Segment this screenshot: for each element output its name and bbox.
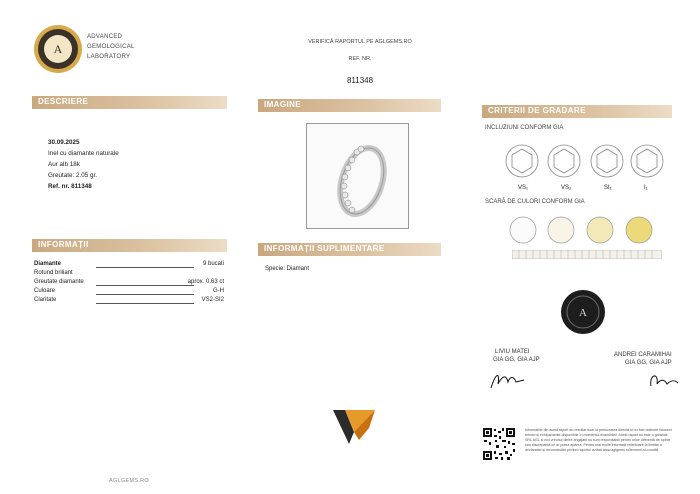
ring-icon — [307, 124, 408, 228]
weight: Greutate: 2.05 gr. — [48, 172, 98, 179]
section-criterii: CRITERII DE GRADARE — [482, 105, 672, 118]
clarity-diamonds — [505, 143, 665, 185]
color-scale-title: SCARĂ DE CULORI CONFORM GIA — [485, 199, 585, 205]
ref-number: 811348 — [346, 76, 374, 85]
section-descriere: DESCRIERE — [32, 96, 227, 109]
section-imagine: IMAGINE — [258, 99, 441, 112]
color-scale-bar — [512, 250, 662, 259]
clarity-diamond-icon — [548, 145, 580, 177]
lab-name-line: LABORATORY — [87, 54, 131, 60]
species: Specie: Diamant — [265, 266, 310, 272]
clarity-grade: VS₁ — [518, 185, 529, 191]
svg-text:A: A — [579, 307, 587, 319]
ref-label: REF. NR. — [348, 56, 372, 62]
lab-name — [87, 32, 135, 62]
lab-seal-icon — [33, 24, 83, 74]
signatory-right-name: ANDREI CARAMIHAI — [614, 352, 672, 358]
description-block — [48, 137, 119, 192]
ring-photo — [306, 123, 409, 229]
clarity-grade: I₁ — [644, 185, 648, 191]
signature-left-icon — [488, 368, 528, 392]
clarity-diamond-icon — [591, 145, 623, 177]
signature-right-icon — [645, 368, 681, 392]
disclaimer-text: Informațiile din acest raport au rezultat doar la prelucrarea directă și nu fost obținute folosind tehnici și echipamente disponibile în momentul examinării. Acest raport nu este o garanție. SRL AGL și nici vreunul dintre angajații nu sunt responsabili pentru orice diferență de opinie sau discrepanță ce ar putea apărea. Pentru mai multe informații referitoare la limitări a declarației și recomandări privind raportul vizitați www.aglgems.ro/termeni-si-conditii. — [525, 428, 672, 452]
info-row: Culoare G-H — [34, 288, 224, 294]
info-row: Greutate diamante aprox. 0.63 ct — [34, 279, 224, 285]
info-row: Diamante 9 bucati — [34, 261, 224, 267]
signatory-right-creds: GIA GG, GIA AJP — [625, 360, 672, 366]
metal: Aur alb 18k — [48, 161, 80, 168]
section-informatii-suplimentare: INFORMAȚII SUPLIMENTARE — [258, 243, 441, 256]
ref-nr: Ref. nr. 811348 — [48, 183, 92, 190]
clarity-diamond-icon — [631, 145, 663, 177]
signatory-left-creds: GIA GG, GIA AJP — [493, 357, 540, 363]
clarity-grade: SI₁ — [604, 185, 612, 191]
color-scale-diamonds — [508, 215, 663, 245]
authenticity-seal-icon — [560, 289, 606, 335]
footer-website: AGLGEMS.RO — [109, 478, 149, 484]
lab-name-line: GEMOLOGICAL — [87, 44, 135, 50]
verify-text: VERIFICĂ RAPORTUL PE AGLGEMS.RO — [308, 39, 412, 45]
clarity-title: INCLUZIUNI CONFORM GIA — [485, 125, 564, 131]
info-row: Claritate VS2-SI2 — [34, 297, 224, 303]
info-row: Rotund briliant — [34, 270, 73, 276]
report-date: 30.09.2025 — [48, 139, 80, 146]
signatory-left-name: LIVIU MATEI — [495, 349, 530, 355]
clarity-grade: VS₂ — [561, 185, 572, 191]
brand-logo-icon — [331, 406, 377, 446]
lab-name-line: ADVANCED — [87, 34, 123, 40]
clarity-diamond-icon — [506, 145, 538, 177]
section-informatii: INFORMAȚII — [32, 239, 227, 252]
item-description: Inel cu diamante naturale — [48, 150, 119, 157]
svg-text:A: A — [53, 42, 63, 56]
qr-code-icon — [482, 427, 516, 461]
